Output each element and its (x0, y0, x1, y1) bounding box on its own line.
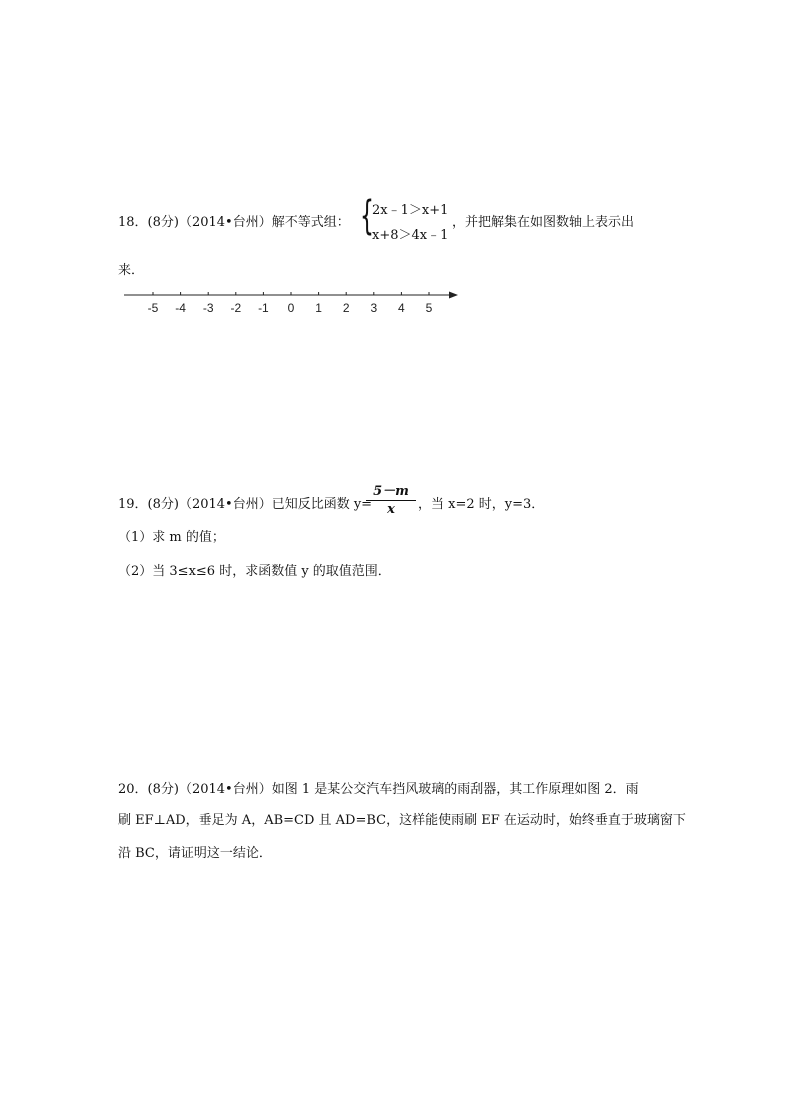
q18-inequality-2: x+8＞4x﹣1 (372, 228, 449, 243)
number-line-tick-label: -1 (258, 301, 269, 315)
q19-prefix: 19．(8分)（2014•台州）已知反比函数 y= (118, 497, 373, 512)
number-line (118, 284, 468, 320)
q20-line-2: 刷 EF⊥AD，垂足为 A，AB=CD 且 AD=BC，这样能使雨刷 EF 在运动时，始终垂直于玻璃窗下 (118, 813, 686, 828)
number-line-tick-label: 5 (425, 301, 433, 315)
q18-suffix: ，并把解集在如图数轴上表示出 (452, 215, 635, 230)
number-line-tick-label: 3 (370, 301, 378, 315)
number-line-tick-label: 4 (398, 301, 405, 315)
q18-prefix: 18．(8分)（2014•台州）解不等式组： (118, 215, 350, 230)
q19-part-2: （2）当 3≤x≤6 时，求函数值 y 的取值范围． (118, 564, 391, 579)
fraction-numerator: 5－m (373, 484, 409, 499)
number-line-tick-label: -4 (175, 301, 186, 315)
q18-inequality-1: 2x﹣1＞x+1 (372, 203, 449, 218)
number-line-tick-label: -3 (202, 301, 214, 315)
number-line-tick-label: -2 (230, 301, 242, 315)
q20-line-3: 沿 BC，请证明这一结论． (118, 846, 272, 861)
number-line-tick-label: 2 (342, 301, 350, 315)
number-line-arrow (449, 292, 458, 299)
number-line-tick-label: 0 (287, 301, 295, 315)
number-line-tick-label: 1 (315, 301, 322, 315)
q20-line-1: 20．(8分)（2014•台州）如图 1 是某公交汽车挡风玻璃的雨刮器，其工作原理如图 2．雨 (118, 782, 639, 797)
q18-continuation: 来． (118, 263, 145, 278)
number-line-tick-label: -5 (147, 301, 159, 315)
system-brace: { (360, 193, 374, 239)
fraction-denominator: x (387, 502, 395, 517)
q19-suffix: ，当 x=2 时，y=3． (418, 497, 545, 512)
q19-fraction (366, 484, 416, 517)
q19-part-1: （1）求 m 的值； (118, 530, 225, 545)
fraction-bar (366, 500, 416, 501)
